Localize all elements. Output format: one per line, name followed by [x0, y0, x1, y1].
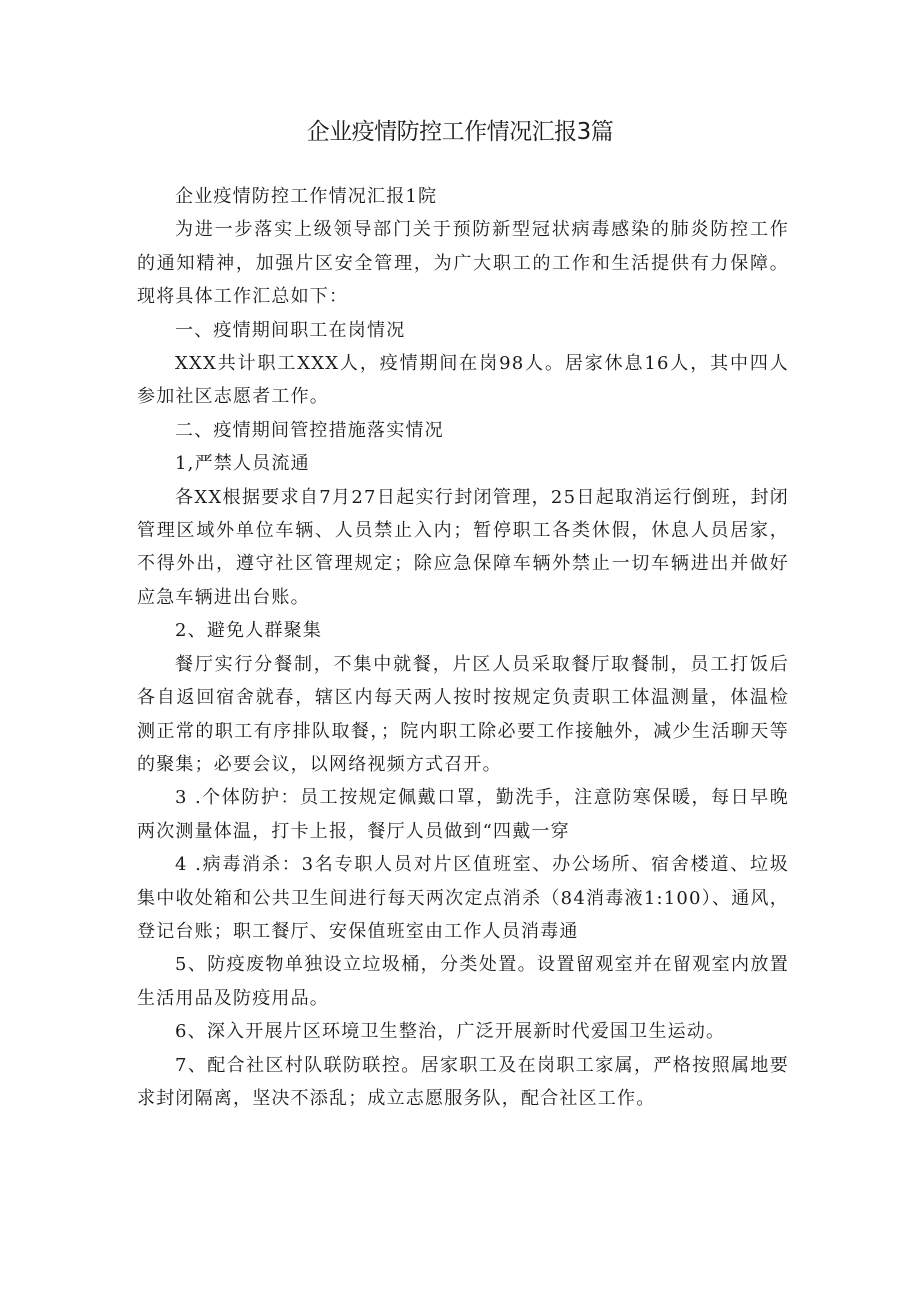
paragraph: 3 .个体防护：员工按规定佩戴口罩，勤洗手，注意防寒保暖，每日早晚两次测量体温，打卡上报，餐厅人员做到“四戴一穿 — [137, 787, 789, 842]
paragraph: 6、深入开展片区环境卫生整治，广泛开展新时代爱国卫生运动。 — [175, 1021, 726, 1043]
paragraph: 5、防疫废物单独设立垃圾桶，分类处置。设置留观室并在留观室内放置生活用品及防疫用品。 — [137, 954, 789, 1009]
paragraph: 餐厅实行分餐制，不集中就餐，片区人员采取餐厅取餐制，员工打饭后各自返回宿舍就春，辖区内每天两人按时按规定负责职工体温测量，体温检测正常的职工有序排队取餐，；院内职工除必要工作接触外，减少生活聊天等的聚集；必要会议，以网络视频方式召开。 — [137, 653, 789, 775]
section-heading: 一、疫情期间职工在岗情况 — [175, 319, 406, 341]
paragraph: 各XX根据要求自7月27日起实行封闭管理，25日起取消运行倒班，封闭管理区域外单位车辆、人员禁止入内；暂停职工各类休假，休息人员居家，不得外出，遵守社区管理规定；除应急保障车辆外禁止一切车辆进出并做好应急车辆进出台账。 — [137, 486, 789, 608]
document-body — [137, 180, 789, 1115]
document-title: 企业疫情防控工作情况汇报3篇 — [306, 119, 614, 145]
section-heading: 企业疫情防控工作情况汇报1院 — [175, 186, 438, 207]
paragraph: 7、配合社区村队联防联控。居家职工及在岗职工家属，严格按照属地要求封闭隔离，坚决不添乱；成立志愿服务队，配合社区工作。 — [137, 1054, 789, 1109]
paragraph: 4 .病毒消杀：3名专职人员对片区值班室、办公场所、宿舍楼道、垃圾集中收处箱和公共卫生间进行每天两次定点消杀（84消毒液1:100）、通风，登记台账；职工餐厅、安保值班室由工作人员消毒通 — [137, 854, 789, 942]
paragraph: 为进一步落实上级领导部门关于预防新型冠状病毒感染的肺炎防控工作的通知精神，加强片区安全管理，为广大职工的工作和生活提供有力保障。现将具体工作汇总如下： — [137, 219, 789, 308]
section-heading: 二、疫情期间管控措施落实情况 — [175, 419, 444, 441]
subsection-heading: 1,严禁人员流通 — [175, 453, 310, 475]
subsection-heading: 2、避免人群聚集 — [175, 620, 323, 642]
paragraph: XXX共计职工XXX人，疫情期间在岗98人。居家休息16人，其中四人参加社区志愿者工作。 — [137, 353, 789, 408]
